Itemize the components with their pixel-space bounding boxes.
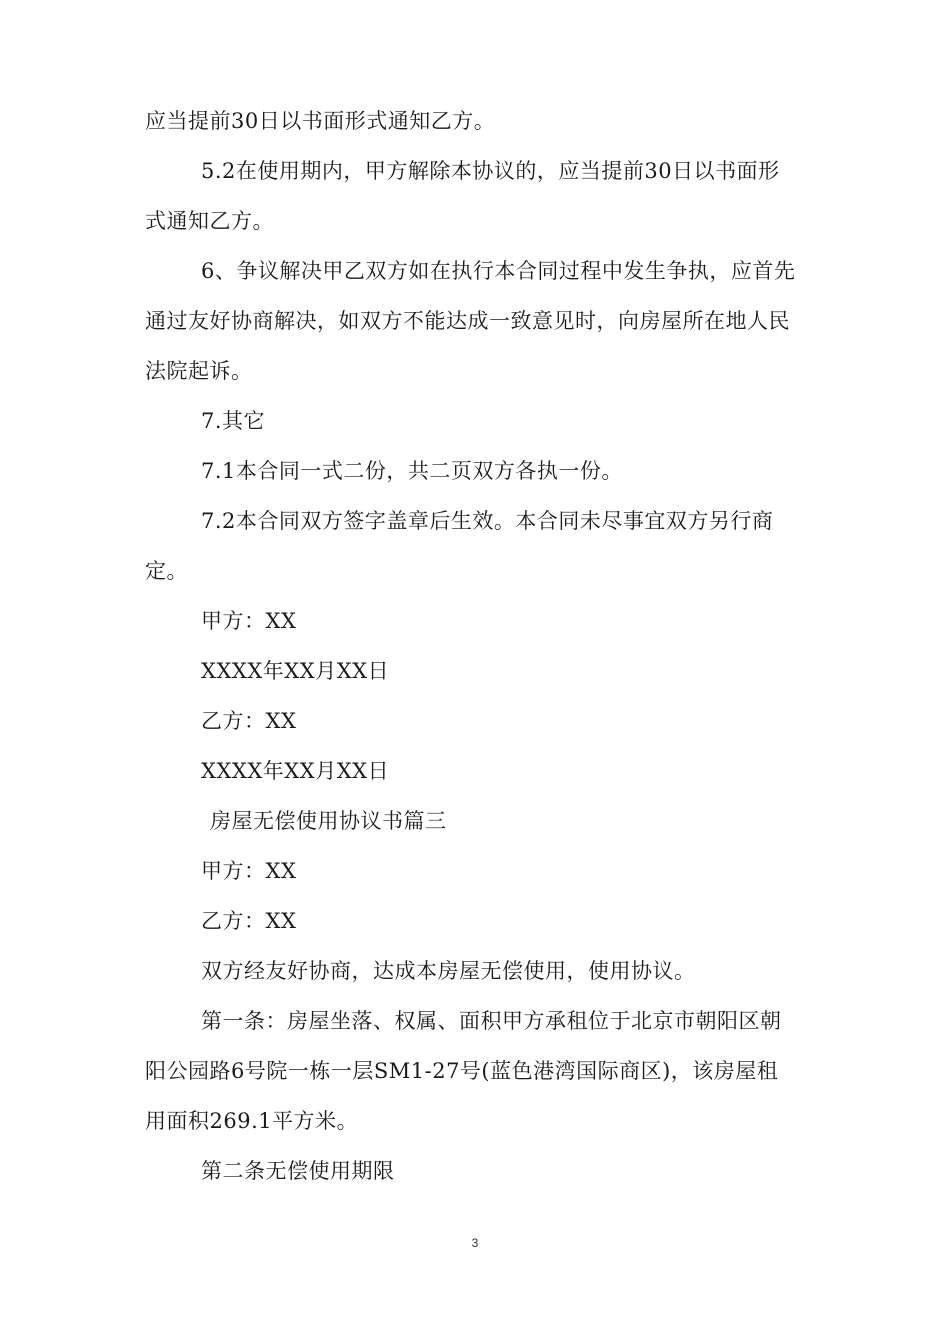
signature-party-a: 甲方：XX <box>201 609 297 633</box>
paragraph-line: 5.2在使用期内，甲方解除本协议的，应当提前30日以书面形 <box>201 159 780 183</box>
paragraph-line: 7.1本合同一式二份，共二页双方各执一份。 <box>201 459 623 483</box>
article-heading: 第二条无偿使用期限 <box>201 1159 395 1183</box>
paragraph-line: 式通知乙方。 <box>145 209 274 233</box>
party-a: 甲方：XX <box>201 859 297 883</box>
paragraph-line: 应当提前30日以书面形式通知乙方。 <box>145 109 496 133</box>
signature-date: XXXX年XX月XX日 <box>201 759 390 783</box>
paragraph-line: 定。 <box>145 559 188 583</box>
paragraph-line: 第一条：房屋坐落、权属、面积甲方承租位于北京市朝阳区朝 <box>201 1009 782 1033</box>
paragraph-line: 用面积269.1平方米。 <box>145 1109 359 1133</box>
signature-date: XXXX年XX月XX日 <box>201 659 390 683</box>
paragraph-line: 通过友好协商解决，如双方不能达成一致意见时，向房屋所在地人民 <box>145 309 790 333</box>
section-heading: 7.其它 <box>201 409 266 433</box>
paragraph-line: 6、争议解决甲乙双方如在执行本合同过程中发生争执，应首先 <box>201 259 796 283</box>
party-b: 乙方：XX <box>201 909 297 933</box>
signature-party-b: 乙方：XX <box>201 709 297 733</box>
page-number: 3 <box>471 1236 479 1250</box>
paragraph-line: 7.2本合同双方签字盖章后生效。本合同未尽事宜双方另行商 <box>201 509 774 533</box>
section-title: 房屋无偿使用协议书篇三 <box>210 809 447 833</box>
paragraph-line: 双方经友好协商，达成本房屋无偿使用，使用协议。 <box>201 959 696 983</box>
paragraph-line: 阳公园路6号院一栋一层SM1-27号(蓝色港湾国际商区)，该房屋租 <box>145 1059 779 1083</box>
paragraph-line: 法院起诉。 <box>145 359 253 383</box>
